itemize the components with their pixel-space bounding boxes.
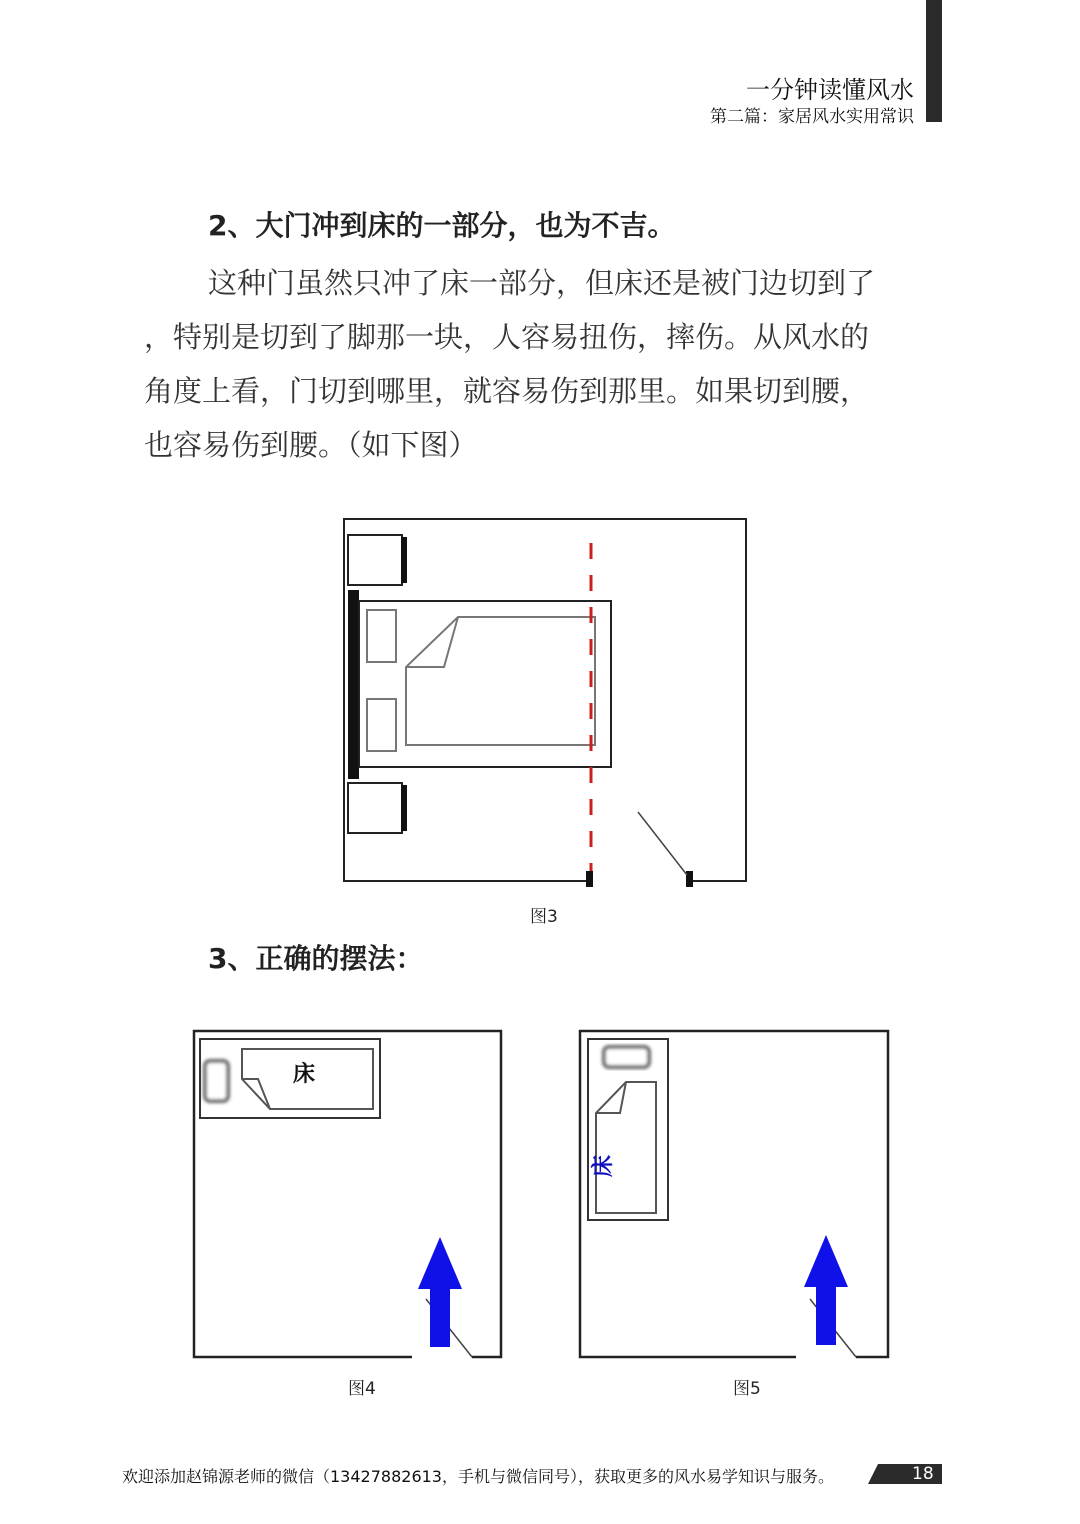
bed-label: 床	[293, 1062, 316, 1087]
figure-5-diagram	[576, 1027, 892, 1363]
figure-4-diagram	[190, 1027, 506, 1363]
nightstand-bottom	[348, 783, 402, 833]
pillow	[205, 1061, 228, 1101]
bed-label: 床	[591, 1154, 616, 1177]
paragraph-line: 角度上看，门切到哪里，就容易伤到那里。如果切到腰，	[144, 374, 870, 408]
header-accent-bar	[926, 0, 942, 122]
headboard	[348, 590, 359, 779]
nightstand-top-back	[401, 537, 407, 583]
figure-3-diagram	[340, 515, 752, 887]
paragraph-line: 这种门虽然只冲了床一部分，但床还是被门边切到了	[208, 266, 876, 300]
section-2-paragraph	[144, 256, 944, 472]
section-2-heading: 2、大门冲到床的一部分，也为不吉。	[208, 209, 676, 242]
paragraph-line: ，特别是切到了脚那一块，人容易扭伤，摔伤。从风水的	[144, 320, 870, 354]
figure-4-caption: 图4	[348, 1379, 376, 1399]
nightstand-top	[348, 535, 402, 585]
door-jamb-right	[686, 871, 693, 887]
footer-contact-text: 欢迎添加赵锦源老师的微信（13427882613，手机与微信同号），获取更多的风水易学知识与服务。	[122, 1467, 834, 1486]
entry-arrow	[418, 1237, 462, 1347]
door-jamb-left	[586, 871, 593, 887]
pillow	[604, 1047, 649, 1067]
paragraph-line: 也容易伤到腰。（如下图）	[144, 428, 478, 462]
page-number: 18	[912, 1464, 934, 1484]
figure-3-caption: 图3	[530, 907, 558, 927]
book-title: 一分钟读懂风水	[746, 76, 914, 104]
pillow-bottom	[367, 699, 396, 751]
entry-arrow	[804, 1235, 848, 1345]
door-leaf	[638, 812, 687, 875]
nightstand-bottom-back	[401, 785, 407, 831]
figure-5-caption: 图5	[733, 1379, 761, 1399]
pillow-top	[367, 610, 396, 662]
chapter-title: 第二篇：家居风水实用常识	[710, 107, 914, 127]
section-3-heading: 3、正确的摆法：	[208, 942, 424, 975]
